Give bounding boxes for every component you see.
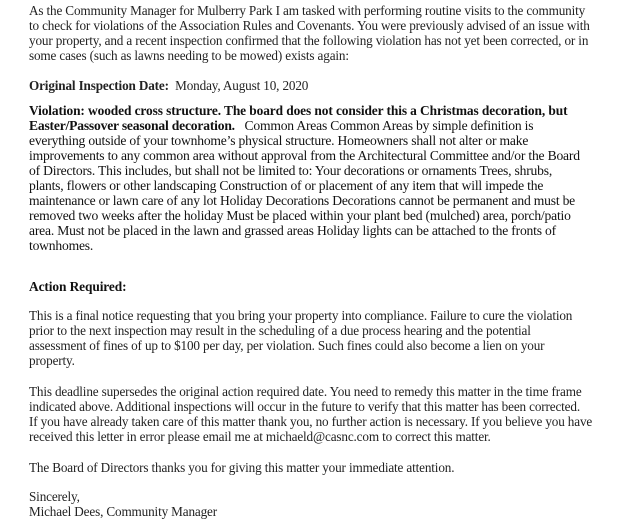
action-paragraph-2-line: received this letter in error please email me at michaeld@casnc.com to correct this matter.	[29, 429, 491, 444]
intro-line: your property, and a recent inspection confirmed that the following violation has not yet been corrected, or in	[29, 33, 589, 48]
violation-body-line: townhomes.	[29, 238, 94, 253]
inspection-date-value: Monday, August 10, 2020	[175, 78, 309, 93]
action-paragraph-2-line: indicated above. Additional inspections will occur in the future to verify that this matter has been corrected.	[29, 399, 580, 414]
action-paragraph-1-line: property.	[29, 353, 75, 368]
intro-line: some cases (such as lawns needing to be mowed) exists again:	[29, 48, 349, 63]
action-paragraph-1-line: prior to the next inspection may result in the scheduling of a due process hearing and the potential	[29, 323, 531, 338]
closing-thanks: The Board of Directors thanks you for giving this matter your immediate attention.	[29, 460, 455, 475]
violation-body-line: of Directors. This includes, but shall not be limited to: Your decorations or ornaments Trees, shrubs,	[29, 163, 553, 178]
violation-body-line: plants, flowers or other landscaping Construction of or placement of any item that will impede the	[29, 178, 544, 193]
intro-line: to check for violations of the Association Rules and Covenants. You were previously advised of an issue with	[29, 18, 590, 33]
violation-heading-line: Violation: wooded cross structure. The board does not consider this a Christmas decoration, but	[29, 103, 568, 118]
inspection-date-label: Original Inspection Date:	[29, 78, 169, 93]
inspection-date-row	[29, 78, 308, 93]
violation-line-2	[29, 118, 533, 133]
violation-body-line: area. Must not be placed in the lawn and grassed areas Holiday lights can be attached to the fronts of	[29, 223, 556, 238]
violation-body-line: everything outside of your townhome’s physical structure. Homeowners shall not alter or make	[29, 133, 529, 148]
violation-heading-continued: Easter/Passover seasonal decoration.	[29, 118, 235, 133]
signature: Michael Dees, Community Manager	[29, 504, 217, 519]
intro-line: As the Community Manager for Mulberry Park I am tasked with performing routine visits to the community	[29, 3, 586, 18]
action-paragraph-2-line: If you have already taken care of this matter thank you, no further action is necessary. If you believe you have	[29, 414, 593, 429]
action-paragraph-1-line: assessment of fines of up to $100 per day, per violation. Such fines could also become a lien on your	[29, 338, 545, 353]
action-paragraph-1-line: This is a final notice requesting that you bring your property into compliance. Failure to cure the violation	[29, 308, 573, 323]
action-paragraph-2-line: This deadline supersedes the original action required date. You need to remedy this matter in the time frame	[29, 384, 582, 399]
violation-body-line: maintenance or lawn care of any lot Holiday Decorations Decorations cannot be permanent and must be	[29, 193, 576, 208]
action-required-heading: Action Required:	[29, 279, 127, 294]
violation-text: Common Areas Common Areas by simple definition is	[244, 118, 534, 133]
violation-body-line: improvements to any common area without approval from the Architectural Committee and/or the Board	[29, 148, 580, 163]
violation-body-line: removed two weeks after the holiday Must be placed within your plant bed (mulched) area, porch/patio	[29, 208, 571, 223]
sign-off: Sincerely,	[29, 489, 80, 504]
